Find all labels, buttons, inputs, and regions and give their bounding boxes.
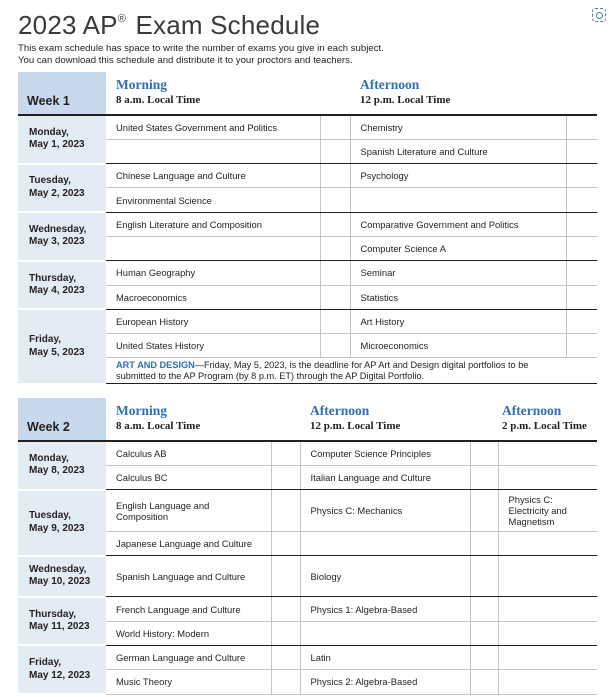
afternoon-exam: Art History: [350, 309, 566, 333]
art-design-note: [106, 358, 597, 384]
note-heading: ART AND DESIGN: [116, 360, 195, 371]
week1-morning-header: [106, 72, 350, 115]
morning-exam: French Language and Culture: [106, 597, 271, 621]
exam-count-field[interactable]: [566, 236, 597, 260]
exam-line: Composition: [116, 510, 169, 522]
day-name: Monday,: [29, 126, 69, 138]
afternoon2-exam: [498, 490, 597, 532]
afternoon2-exam: [498, 670, 597, 694]
note-text: —Friday, May 5, 2023, is the deadline for AP Art and Design digital portfolios to be: [194, 360, 529, 371]
day-cell: [18, 309, 106, 384]
day-name: Friday,: [29, 657, 62, 669]
morning-exam: German Language and Culture: [106, 645, 271, 669]
table-row: [18, 261, 597, 285]
intro-text: [18, 43, 384, 67]
exam-count-field[interactable]: [271, 621, 300, 645]
table-row: [18, 597, 597, 621]
afternoon-exam: Computer Science A: [350, 236, 566, 260]
day-date: May 3, 2023: [29, 236, 85, 248]
week2-header: [18, 398, 597, 441]
exam-count-field[interactable]: [271, 490, 300, 532]
day-cell: [18, 261, 106, 310]
day-name: Tuesday,: [29, 175, 71, 187]
afternoon-exam: Biology: [300, 556, 470, 597]
day-cell: [18, 490, 106, 556]
exam-count-field[interactable]: [320, 285, 350, 309]
day-date: May 8, 2023: [29, 465, 85, 477]
day-cell: [18, 212, 106, 261]
morning-exam: Japanese Language and Culture: [106, 532, 271, 556]
exam-count-field[interactable]: [320, 188, 350, 212]
morning-exam: Calculus BC: [106, 465, 271, 489]
afternoon-exam: Psychology: [350, 164, 566, 188]
exam-count-field[interactable]: [470, 532, 498, 556]
afternoon-exam: Physics 1: Algebra-Based: [300, 597, 470, 621]
exam-count-field[interactable]: [566, 261, 597, 285]
morning-exam: Calculus AB: [106, 441, 271, 465]
week2-afternoon-label: Afternoon: [310, 403, 370, 418]
week2-morning-header: [106, 398, 300, 441]
table-row: [18, 556, 597, 597]
day-cell: [18, 441, 106, 490]
week2-afternoon2-time: 2 p.m. Local Time: [502, 420, 587, 432]
afternoon-exam: [300, 621, 470, 645]
morning-exam: [106, 490, 271, 532]
page-title: [18, 10, 320, 41]
table-row: [18, 490, 597, 532]
exam-count-field[interactable]: [271, 556, 300, 597]
morning-exam: Macroeconomics: [106, 285, 320, 309]
exam-count-field[interactable]: [320, 139, 350, 163]
exam-line: English Language and: [116, 499, 210, 511]
table-row: [18, 115, 597, 139]
afternoon-exam: Statistics: [350, 285, 566, 309]
afternoon-exam: [350, 188, 566, 212]
exam-count-field[interactable]: [566, 334, 597, 358]
afternoon-exam: Chemistry: [350, 115, 566, 139]
morning-exam: English Literature and Composition: [106, 212, 320, 236]
exam-count-field[interactable]: [566, 164, 597, 188]
afternoon-exam: Physics C: Mechanics: [300, 490, 470, 532]
exam-count-field[interactable]: [470, 597, 498, 621]
morning-exam: Chinese Language and Culture: [106, 164, 320, 188]
week2-label: Week 2: [18, 398, 106, 441]
day-cell: [18, 164, 106, 213]
exam-line: Magnetism: [508, 516, 555, 528]
week1-afternoon-time: 12 p.m. Local Time: [360, 94, 451, 106]
note-text-2: submitted to the AP Program (by 8 p.m. ET) through the AP Digital Portfolio.: [116, 371, 425, 382]
morning-exam: Environmental Science: [106, 188, 320, 212]
week2-afternoon-time: 12 p.m. Local Time: [310, 420, 401, 432]
exam-count-field[interactable]: [320, 334, 350, 358]
exam-count-field[interactable]: [566, 212, 597, 236]
week1-morning-label: Morning: [116, 77, 168, 92]
afternoon-exam: Comparative Government and Politics: [350, 212, 566, 236]
title-main: 2023 AP: [18, 10, 118, 40]
afternoon-exam: Latin: [300, 645, 470, 669]
day-cell: [18, 597, 106, 646]
title-rest: Exam Schedule: [128, 10, 321, 40]
exam-count-field[interactable]: [271, 532, 300, 556]
afternoon-exam: Italian Language and Culture: [300, 465, 470, 489]
exam-count-field[interactable]: [271, 670, 300, 694]
exam-count-field[interactable]: [320, 115, 350, 139]
week1-afternoon-label: Afternoon: [360, 77, 420, 92]
week1-header: [18, 72, 597, 115]
table-row: [18, 309, 597, 333]
day-date: May 4, 2023: [29, 285, 85, 297]
exam-count-field[interactable]: [566, 285, 597, 309]
day-date: May 11, 2023: [29, 621, 90, 633]
exam-count-field[interactable]: [320, 261, 350, 285]
morning-exam: Music Theory: [106, 670, 271, 694]
afternoon-exam: Seminar: [350, 261, 566, 285]
week1-afternoon-header: [350, 72, 597, 115]
morning-exam: [106, 139, 320, 163]
day-date: May 5, 2023: [29, 346, 85, 358]
day-date: May 2, 2023: [29, 187, 85, 199]
day-cell: [18, 645, 106, 694]
exam-count-field[interactable]: [470, 465, 498, 489]
afternoon2-exam: [498, 532, 597, 556]
afternoon2-exam: [498, 645, 597, 669]
day-name: Tuesday,: [29, 510, 71, 522]
morning-exam: World History: Modern: [106, 621, 271, 645]
table-row: [18, 441, 597, 465]
registered-mark: ®: [117, 13, 127, 25]
exam-count-field[interactable]: [470, 621, 498, 645]
exam-line: Electricity and: [508, 505, 567, 517]
exam-count-field[interactable]: [320, 309, 350, 333]
exam-count-field[interactable]: [470, 441, 498, 465]
exam-count-field[interactable]: [271, 645, 300, 669]
afternoon-exam: Physics 2: Algebra-Based: [300, 670, 470, 694]
exam-count-field[interactable]: [320, 164, 350, 188]
week2-afternoon-header: [300, 398, 498, 441]
table-row: [18, 212, 597, 236]
day-cell: [18, 556, 106, 597]
morning-exam: Spanish Language and Culture: [106, 556, 271, 597]
week1-table: [18, 72, 597, 385]
exam-count-field[interactable]: [566, 309, 597, 333]
exam-line: Physics C:: [508, 494, 553, 506]
day-date: May 12, 2023: [29, 669, 91, 681]
exam-count-field[interactable]: [271, 465, 300, 489]
table-row: [18, 164, 597, 188]
afternoon2-exam: [498, 441, 597, 465]
morning-exam: [106, 236, 320, 260]
afternoon2-exam: [498, 465, 597, 489]
morning-exam: European History: [106, 309, 320, 333]
intro-line-2: You can download this schedule and distribute it to your proctors and teachers.: [18, 55, 353, 66]
day-name: Wednesday,: [29, 563, 87, 575]
exam-count-field[interactable]: [271, 597, 300, 621]
exam-count-field[interactable]: [470, 556, 498, 597]
afternoon2-exam: [498, 556, 597, 597]
day-cell: [18, 115, 106, 164]
morning-exam: United States Government and Politics: [106, 115, 320, 139]
afternoon-exam: Spanish Literature and Culture: [350, 139, 566, 163]
exam-count-field[interactable]: [566, 139, 597, 163]
day-name: Thursday,: [29, 608, 77, 620]
week2-morning-label: Morning: [116, 403, 168, 418]
afternoon2-exam: [498, 597, 597, 621]
table-row: [18, 645, 597, 669]
day-name: Friday,: [29, 334, 62, 346]
afternoon-exam: Computer Science Principles: [300, 441, 470, 465]
afternoon-exam: Microeconomics: [350, 334, 566, 358]
morning-exam: United States History: [106, 334, 320, 358]
exam-count-field[interactable]: [470, 490, 498, 532]
week2-afternoon2-header: [498, 398, 597, 441]
week1-morning-time: 8 a.m. Local Time: [116, 94, 201, 106]
exam-count-field[interactable]: [320, 212, 350, 236]
afternoon2-exam: [498, 621, 597, 645]
day-date: May 10, 2023: [29, 576, 91, 588]
day-date: May 9, 2023: [29, 522, 85, 534]
day-name: Monday,: [29, 452, 69, 464]
day-date: May 1, 2023: [29, 139, 85, 151]
day-name: Wednesday,: [29, 223, 87, 235]
intro-line-1: This exam schedule has space to write the number of exams you give in each subject.: [18, 43, 384, 54]
day-name: Thursday,: [29, 272, 77, 284]
exam-count-field[interactable]: [470, 670, 498, 694]
exam-count-field[interactable]: [470, 645, 498, 669]
week2-table: [18, 398, 597, 695]
scan-icon[interactable]: [592, 8, 606, 22]
morning-exam: Human Geography: [106, 261, 320, 285]
exam-count-field[interactable]: [566, 188, 597, 212]
week2-afternoon2-label: Afternoon: [502, 403, 562, 418]
exam-count-field[interactable]: [566, 115, 597, 139]
week1-label: Week 1: [18, 72, 106, 115]
exam-count-field[interactable]: [271, 441, 300, 465]
afternoon-exam: [300, 532, 470, 556]
exam-count-field[interactable]: [320, 236, 350, 260]
week2-morning-time: 8 a.m. Local Time: [116, 420, 201, 432]
